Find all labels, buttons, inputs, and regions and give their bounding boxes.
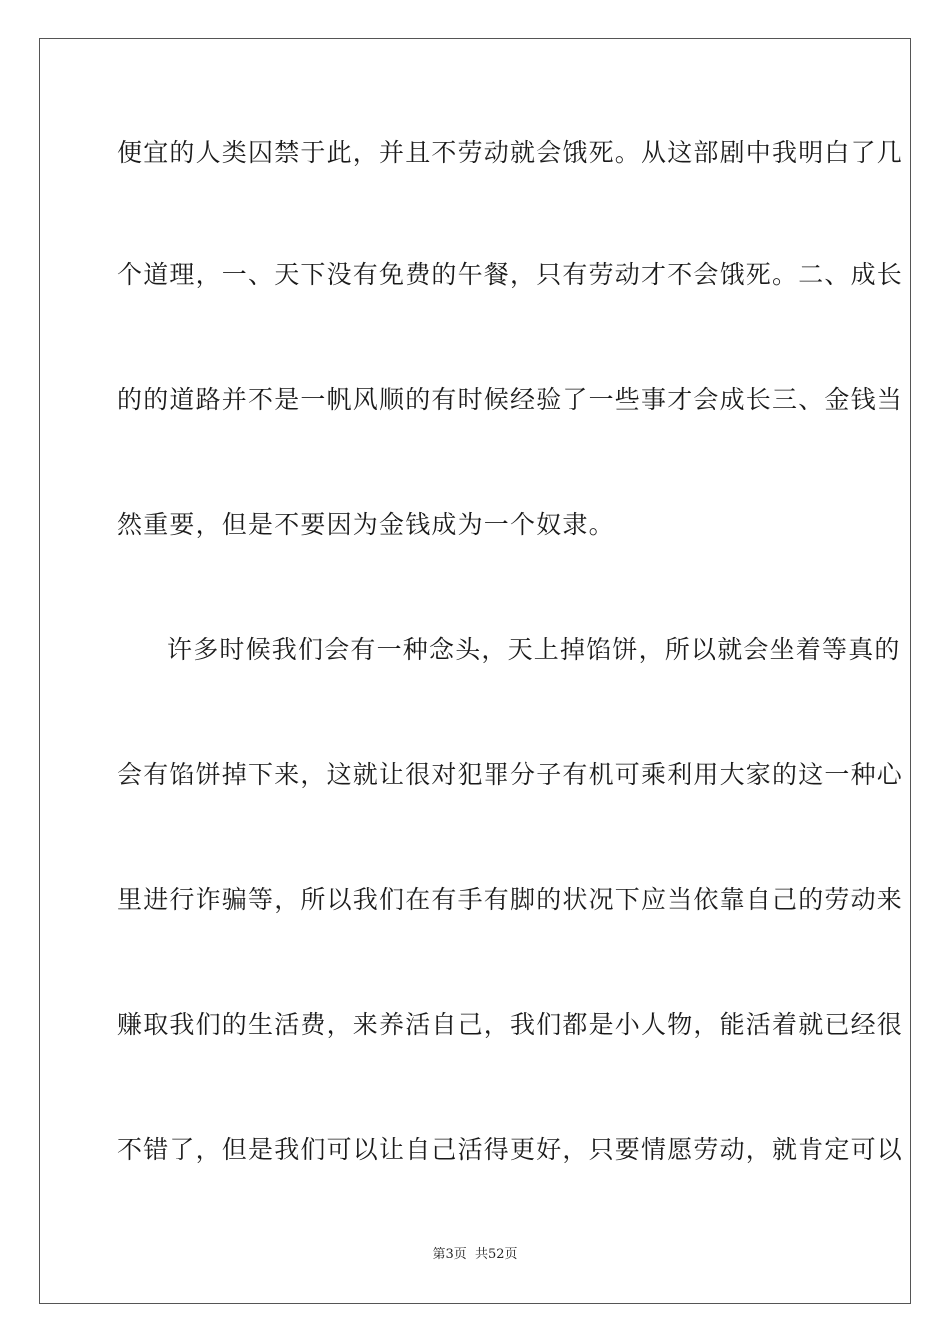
body-line-2: 个道理，一、天下没有免费的午餐，只有劳动才不会饿死。二、成长: [117, 260, 904, 289]
body-line-8: 赚取我们的生活费，来养活自己，我们都是小人物，能活着就已经很: [117, 1010, 904, 1039]
page-total: 共52页: [474, 1247, 518, 1262]
body-line-5: 许多时候我们会有一种念头，天上掉馅饼，所以就会坐着等真的: [167, 635, 901, 664]
body-line-4: 然重要，但是不要因为金钱成为一个奴隶。: [117, 510, 615, 539]
body-line-9: 不错了，但是我们可以让自己活得更好，只要情愿劳动，就肯定可以: [117, 1135, 904, 1164]
body-line-1: 便宜的人类囚禁于此，并且不劳动就会饿死。从这部剧中我明白了几: [117, 138, 904, 167]
body-line-7: 里进行诈骗等，所以我们在有手有脚的状况下应当依靠自己的劳动来: [117, 885, 904, 914]
page-footer: [0, 1246, 950, 1264]
body-line-6: 会有馅饼掉下来，这就让很对犯罪分子有机可乘利用大家的这一种心: [117, 760, 904, 789]
page-number: 第3页: [432, 1247, 467, 1262]
page-border: [39, 38, 911, 1304]
body-line-3: 的的道路并不是一帆风顺的有时候经验了一些事才会成长三、金钱当: [117, 385, 904, 414]
